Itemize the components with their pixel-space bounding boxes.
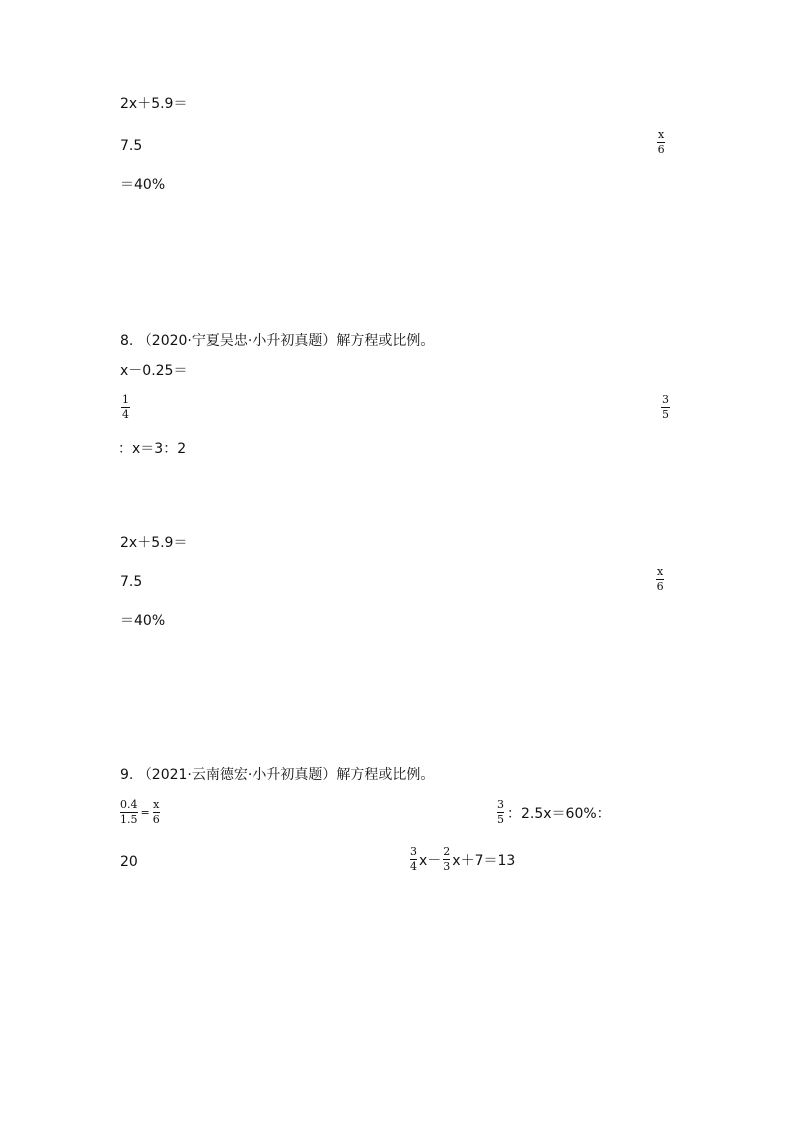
question-8-title: 8. （2020·宁夏吴忠·小升初真题）解方程或比例。 xyxy=(120,333,435,349)
equation-1-continuation: 7.5 xyxy=(120,138,143,154)
denominator: 6 xyxy=(657,143,665,156)
fraction-x-over-6 xyxy=(657,129,665,156)
numerator: 1 xyxy=(122,393,129,406)
numerator: x xyxy=(658,128,665,141)
q8-equation-3: 2x＋5.9＝ xyxy=(120,535,188,551)
fraction-3-over-5 xyxy=(497,799,504,826)
q8-equation-4-continuation: ＝40% xyxy=(120,613,166,629)
numerator: 0.4 xyxy=(120,798,138,811)
fraction-0.4-over-1.5 xyxy=(120,799,138,826)
equation-1-start: 2x＋5.9＝ xyxy=(120,96,188,112)
denominator: 1.5 xyxy=(120,813,138,826)
q8-equation-2-continuation: ：x＝3：2 xyxy=(118,441,187,457)
fraction-1-over-4 xyxy=(121,394,130,421)
equation-2-continuation: ＝40% xyxy=(120,177,166,193)
denominator: 5 xyxy=(662,408,669,421)
equals-sign: = xyxy=(140,806,150,819)
numerator: 3 xyxy=(662,393,669,406)
denominator: 5 xyxy=(497,813,504,826)
denominator: 6 xyxy=(152,813,160,826)
fraction-3-over-5 xyxy=(661,394,670,421)
question-9-title: 9. （2021·云南德宏·小升初真题）解方程或比例。 xyxy=(120,767,435,783)
denominator: 6 xyxy=(656,580,664,593)
fraction-3-over-4 xyxy=(410,846,417,873)
fraction-x-over-6 xyxy=(153,799,160,826)
numerator: 3 xyxy=(410,845,417,858)
numerator: x xyxy=(657,565,664,578)
denominator: 4 xyxy=(410,860,417,873)
fraction-2-over-3 xyxy=(443,846,450,873)
numerator: 3 xyxy=(497,798,504,811)
numerator: x xyxy=(153,798,160,811)
denominator: 4 xyxy=(122,408,129,421)
q9-proportion-1 xyxy=(120,799,160,826)
numerator: 2 xyxy=(443,845,451,858)
q9-equation-3-rest: x＋7＝13 xyxy=(452,852,516,869)
q8-equation-3-continuation: 7.5 xyxy=(120,574,143,590)
q9-proportion-2-continuation: 20 xyxy=(120,854,138,870)
q9-proportion-2 xyxy=(497,799,611,826)
q9-equation-3 xyxy=(410,846,515,873)
q9-proportion-2-rest: ：2.5x＝60%： xyxy=(507,805,611,822)
q9-equation-3-mid: x－ xyxy=(419,852,442,869)
q8-equation-1: x－0.25＝ xyxy=(120,363,188,379)
denominator: 3 xyxy=(443,860,451,873)
fraction-x-over-6 xyxy=(656,566,664,593)
